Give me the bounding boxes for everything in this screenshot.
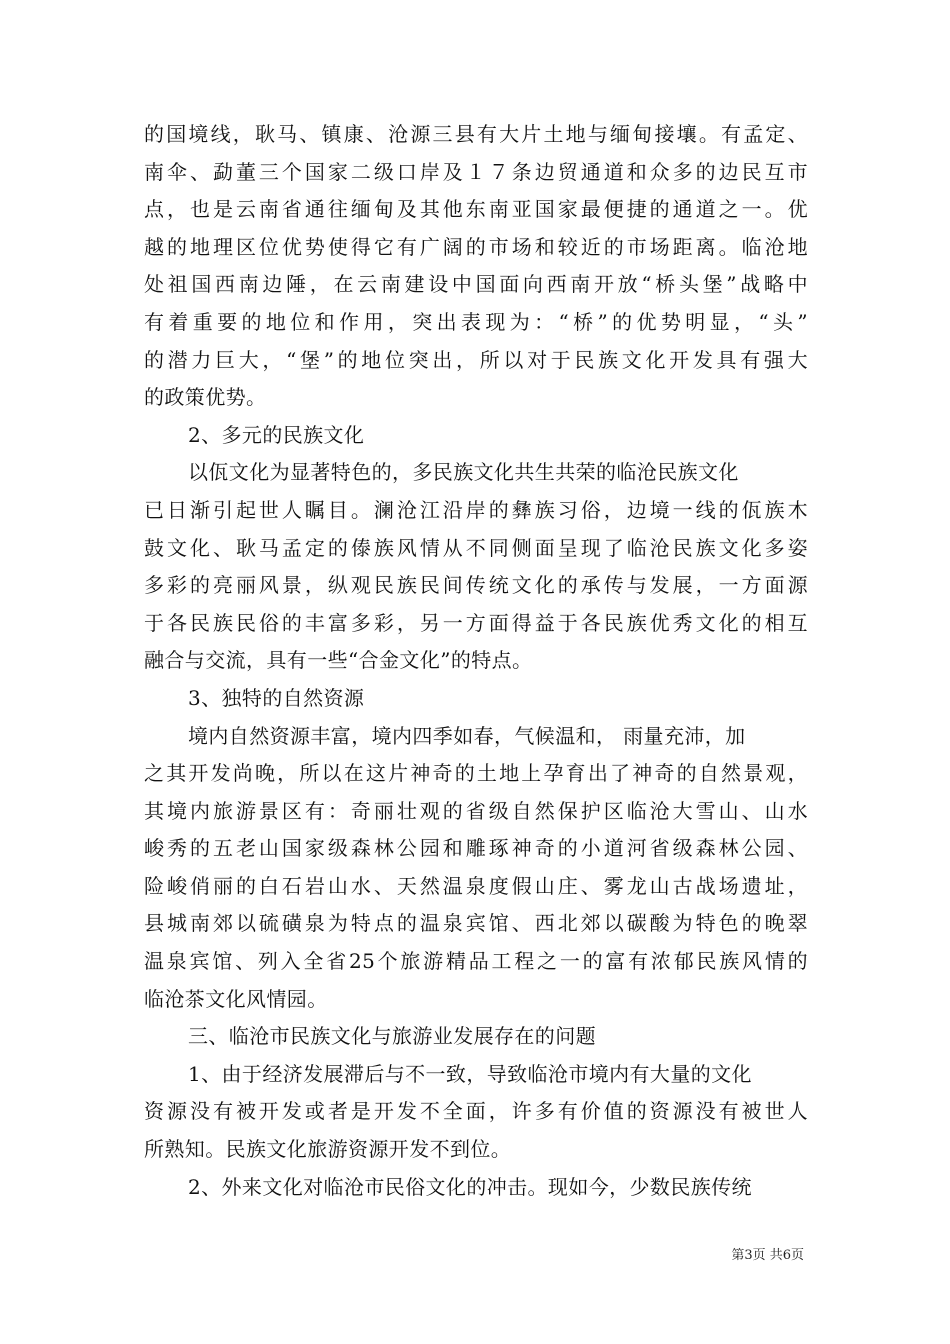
text-line: 的潜力巨大，“堡”的地位突出，所以对于民族文化开发具有强大 — [144, 347, 808, 372]
text-line: 融合与交流，具有一些“合金文化”的特点。 — [144, 648, 533, 673]
text-line: 多彩的亮丽风景，纵观民族民间传统文化的承传与发展，一方面源 — [144, 573, 808, 598]
text-line: 其境内旅游景区有：奇丽壮观的省级自然保护区临沧大雪山、山水 — [144, 798, 808, 823]
text-line: 境内自然资源丰富，境内四季如春，气候温和， 雨量充沛，加 — [188, 723, 746, 748]
text-line: 县城南郊以硫磺泉为特点的温泉宾馆、西北郊以碳酸为特色的晚翠 — [144, 911, 808, 936]
text-line: 峻秀的五老山国家级森林公园和雕琢神奇的小道河省级森林公园、 — [144, 836, 808, 861]
text-line: 2、多元的民族文化 — [188, 422, 365, 447]
text-line: 临沧茶文化风情园。 — [144, 986, 328, 1011]
text-line: 的国境线，耿马、镇康、沧源三县有大片土地与缅甸接壤。有孟定、 — [144, 122, 808, 146]
text-line: 温泉宾馆、列入全省25个旅游精品工程之一的富有浓郁民族风情的 — [144, 949, 808, 974]
text-line: 所熟知。民族文化旅游资源开发不到位。 — [144, 1137, 512, 1162]
text-line: 以佤文化为显著特色的，多民族文化共生共荣的临沧民族文化 — [188, 460, 739, 485]
text-line: 三、临沧市民族文化与旅游业发展存在的问题 — [188, 1024, 596, 1049]
text-line: 越的地理区位优势使得它有广阔的市场和较近的市场距离。临沧地 — [144, 234, 808, 259]
text-line: 鼓文化、耿马孟定的傣族风情从不同侧面呈现了临沧民族文化多姿 — [144, 535, 808, 560]
text-line: 2、外来文化对临沧市民俗文化的冲击。现如今，少数民族传统 — [188, 1174, 752, 1199]
text-line: 处祖国西南边陲，在云南建设中国面向西南开放“桥头堡”战略中 — [144, 272, 808, 297]
text-line: 有着重要的地位和作用，突出表现为：“桥”的优势明显，“头” — [144, 309, 808, 334]
text-line: 点，也是云南省通往缅甸及其他东南亚国家最便捷的通道之一。优 — [144, 197, 808, 222]
text-line: 资源没有被开发或者是开发不全面，许多有价值的资源没有被世人 — [144, 1099, 808, 1124]
text-line: 的政策优势。 — [144, 385, 267, 410]
page-number: 第3页 共6页 — [731, 1248, 804, 1263]
text-line: 已日渐引起世人瞩目。澜沧江沿岸的彝族习俗，边境一线的佤族木 — [144, 497, 808, 522]
body-text — [144, 116, 808, 1206]
text-line: 之其开发尚晚，所以在这片神奇的土地上孕育出了神奇的自然景观， — [144, 761, 808, 786]
text-line: 险峻俏丽的白石岩山水、天然温泉度假山庄、雾龙山古战场遗址， — [144, 873, 808, 898]
text-line: 1、由于经济发展滞后与不一致，导致临沧市境内有大量的文化 — [188, 1061, 752, 1086]
text-line: 3、独特的自然资源 — [188, 685, 365, 710]
text-line: 于各民族民俗的丰富多彩，另一方面得益于各民族优秀文化的相互 — [144, 610, 808, 635]
text-line: 南伞、勐董三个国家二级口岸及１７条边贸通道和众多的边民互市 — [144, 159, 808, 184]
